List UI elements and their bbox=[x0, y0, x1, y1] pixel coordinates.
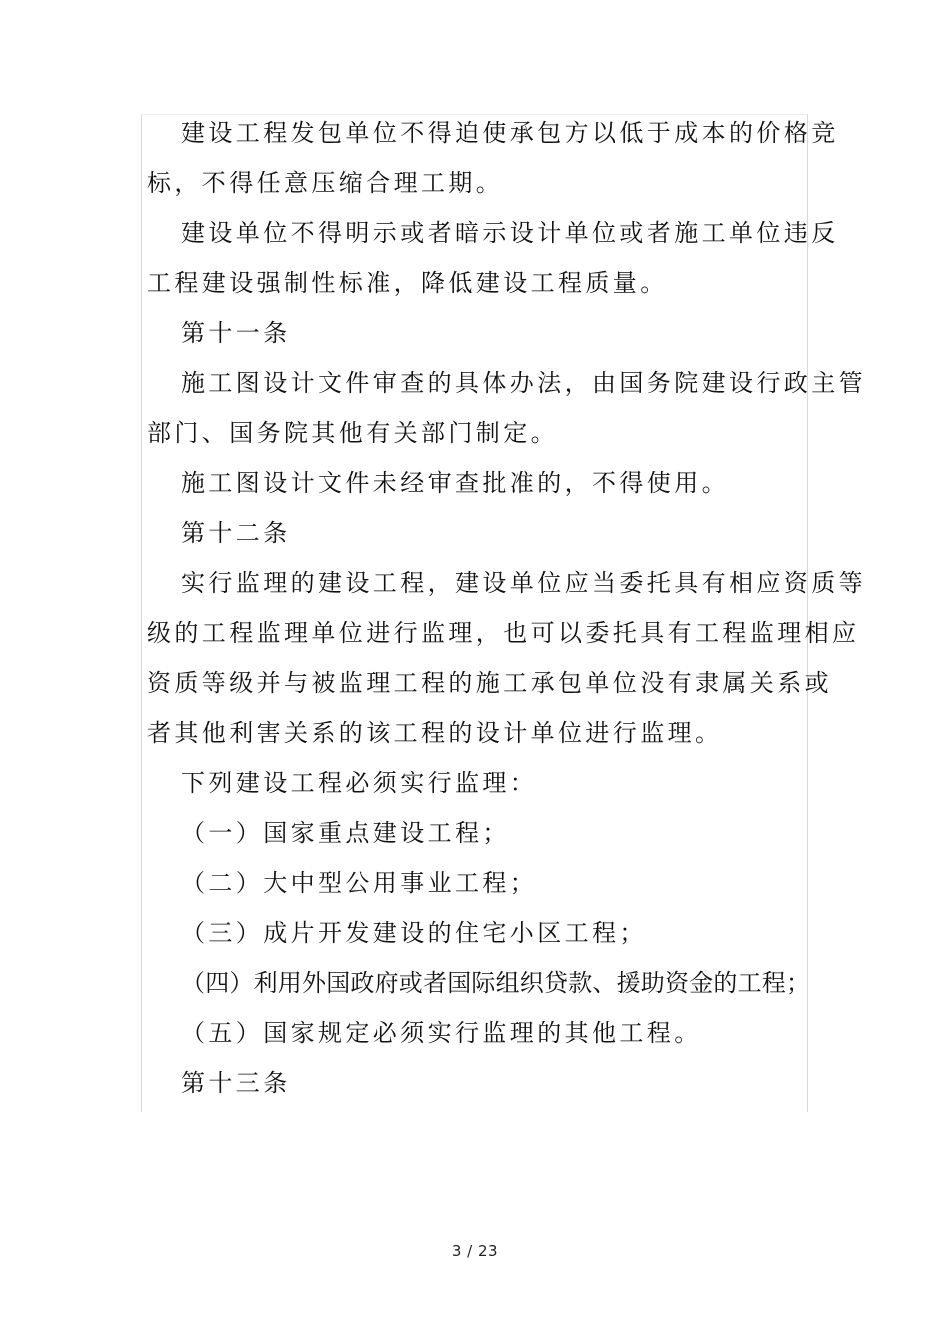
text-line: 下列建设工程必须实行监理： bbox=[181, 769, 538, 797]
paragraph-supervision-list-intro bbox=[147, 758, 807, 808]
list-item-1 bbox=[147, 808, 807, 858]
text-line: （五）国家规定必须实行监理的其他工程。 bbox=[181, 1019, 702, 1047]
text-line: 施工图设计文件审查的具体办法，由国务院建设行政主管 bbox=[181, 369, 866, 397]
article-heading-13 bbox=[147, 1058, 807, 1108]
article-heading-11 bbox=[147, 308, 807, 358]
text-line: 资质等级并与被监理工程的施工承包单位没有隶属关系或 bbox=[147, 669, 832, 697]
text-line: 标，不得任意压缩合理工期。 bbox=[147, 169, 504, 197]
list-item-4 bbox=[147, 958, 811, 1008]
text-line: 部门、国务院其他有关部门制定。 bbox=[147, 419, 558, 447]
paragraph-review-method bbox=[147, 358, 866, 458]
paragraph-review-required bbox=[147, 458, 807, 508]
text-line: 工程建设强制性标准，降低建设工程质量。 bbox=[147, 269, 668, 297]
page-number: 3 / 23 bbox=[451, 1242, 499, 1260]
text-line: 第十二条 bbox=[181, 519, 291, 547]
text-line: （三）成片开发建设的住宅小区工程； bbox=[181, 919, 647, 947]
text-line: 实行监理的建设工程，建设单位应当委托具有相应资质等 bbox=[181, 569, 866, 597]
text-line: 第十三条 bbox=[181, 1069, 291, 1097]
paragraph-contract-bidding bbox=[147, 108, 839, 208]
text-line: 级的工程监理单位进行监理，也可以委托具有工程监理相应 bbox=[147, 619, 860, 647]
list-item-5 bbox=[147, 1008, 807, 1058]
text-line: 第十一条 bbox=[181, 319, 291, 347]
text-line: 者其他利害关系的该工程的设计单位进行监理。 bbox=[147, 719, 723, 747]
text-line: 建设单位不得明示或者暗示设计单位或者施工单位违反 bbox=[181, 219, 839, 247]
text-line: （一）国家重点建设工程； bbox=[181, 819, 510, 847]
document-body bbox=[147, 108, 866, 1108]
paragraph-design-standards bbox=[147, 208, 839, 308]
text-line: 施工图设计文件未经审查批准的，不得使用。 bbox=[181, 469, 729, 497]
list-item-2 bbox=[147, 858, 807, 908]
text-line: （二）大中型公用事业工程； bbox=[181, 869, 538, 897]
paragraph-supervision bbox=[147, 558, 866, 758]
list-item-3 bbox=[147, 908, 807, 958]
text-line: 建设工程发包单位不得迫使承包方以低于成本的价格竞 bbox=[181, 119, 839, 147]
article-heading-12 bbox=[147, 508, 807, 558]
text-line: （四）利用外国政府或者国际组织贷款、援助资金的工程； bbox=[181, 969, 811, 997]
